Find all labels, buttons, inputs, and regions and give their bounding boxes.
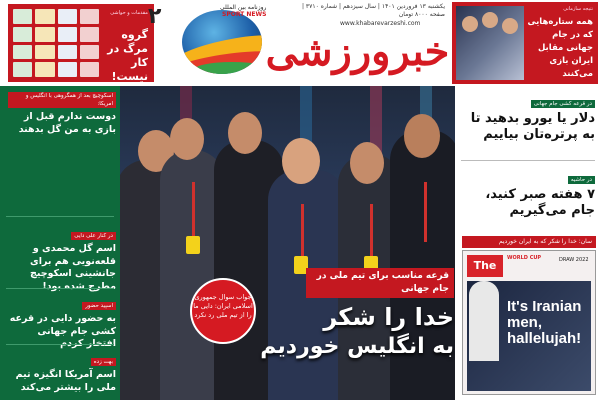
player-figure	[469, 281, 499, 361]
team-flag	[13, 45, 32, 60]
draw-label: DRAW 2022	[559, 257, 589, 263]
right-story-2-kicker: در حاشیه	[568, 176, 595, 184]
world-cup-label: WORLD CUP	[507, 255, 542, 261]
top-left-headline: گروه مرگ در کار نیست!	[107, 28, 148, 83]
circle-callout: جواب سوال جمهوری اسلامی ایران: دایی ما را از تیم ملی رد نکرد	[190, 278, 256, 344]
top-right-headline: همه ستاره‌هایی که در جام جهانی مقابل ایران بازی می‌کنند	[527, 17, 593, 79]
left-story-2-kicker: در کنار علی دایی	[71, 232, 116, 240]
divider	[6, 216, 114, 217]
sport-news-label	[220, 4, 266, 18]
top-left-kicker: مقدمات و حواشی	[110, 10, 148, 16]
left-story-3	[8, 292, 116, 351]
left-story-3-headline: به حضور دایی در قرعه کشی جام جهانی افتخار کردم	[9, 313, 116, 349]
masthead-title: خبرورزشی	[265, 28, 450, 75]
main-kicker: قرعه مناسب برای تیم ملی در جام جهانی	[306, 268, 454, 298]
team-flag	[58, 45, 77, 60]
main-headline	[168, 302, 454, 362]
top-right-promo	[452, 2, 598, 84]
team-flag	[58, 9, 77, 24]
divider	[6, 344, 114, 345]
dateline: یکشنبه ۱۳ فروردین ۱۴۰۱ | سال سیزدهم | شماره ۳۷۱۰ | صفحه ۸۰۰۰ تومان	[301, 3, 445, 18]
team-flag	[35, 45, 54, 60]
sport-news-en: SPORT NEWS	[222, 11, 267, 18]
left-story-1	[8, 90, 116, 136]
left-story-4-kicker: بهت زده	[91, 358, 116, 366]
masthead-header	[0, 0, 600, 86]
main-headline-line-1: خدا را شکر	[323, 303, 454, 331]
right-story-1	[462, 90, 595, 143]
left-story-2	[8, 222, 116, 293]
team-flag	[13, 9, 32, 24]
the-sun-cover	[462, 250, 596, 395]
world-cup-globe-logo	[182, 10, 262, 74]
right-story-2-headline: ۷ هفته صبر کنید، جام می‌گیریم	[485, 187, 595, 218]
left-story-2-headline: اسم گل محمدی و قلعه‌نویی هم برای جانشینی اسکوچیچ مطرح شده بود!	[29, 243, 116, 292]
right-story-2	[462, 166, 595, 219]
main-headline-line-2: به انگلیس خوردیم	[260, 334, 454, 359]
divider	[6, 288, 114, 289]
team-flag	[35, 27, 54, 42]
right-story-1-headline: دلار یا یورو بدهید تا به پرتره‌تان بیاییم	[470, 111, 595, 142]
group-flags-grid	[13, 9, 99, 77]
left-story-1-headline: دوست ندارم قبل از بازی به من گل بدهند	[18, 111, 116, 135]
sun-headline: It's Iranian men, hallelujah!	[507, 298, 582, 347]
page-number: ۲	[148, 4, 162, 29]
top-right-kicker: نتیجه سازمانی	[563, 6, 593, 12]
stars-photo	[456, 6, 524, 80]
newspaper-logo	[265, 24, 450, 80]
team-flag	[35, 9, 54, 24]
team-flag	[13, 27, 32, 42]
divider	[461, 160, 595, 161]
team-flag	[13, 62, 32, 77]
top-left-promo	[8, 4, 154, 82]
team-flag	[80, 9, 99, 24]
team-flag	[58, 62, 77, 77]
left-news-column	[0, 86, 120, 400]
left-story-3-kicker: اسپید حضور	[82, 302, 116, 310]
the-sun-logo: The	[467, 255, 503, 277]
left-story-1-kicker: اسکوچیچ بعد از همگروهی با انگلیس و امریکا:	[8, 92, 116, 108]
sport-news-fa: روزنامه بین المللی	[220, 4, 267, 11]
team-flag	[35, 62, 54, 77]
team-flag	[58, 27, 77, 42]
left-story-4	[8, 348, 116, 394]
right-story-1-kicker: در قرعه کشی جام جهانی	[531, 100, 595, 108]
website-url: www.khabarevarzeshi.com	[340, 20, 421, 27]
left-story-4-headline: اسم آمریکا انگیزه تیم ملی را بیشتر می‌کند	[15, 369, 116, 393]
sun-caption-bar: سان: خدا را شکر که به ایران خوردیم	[462, 236, 596, 248]
